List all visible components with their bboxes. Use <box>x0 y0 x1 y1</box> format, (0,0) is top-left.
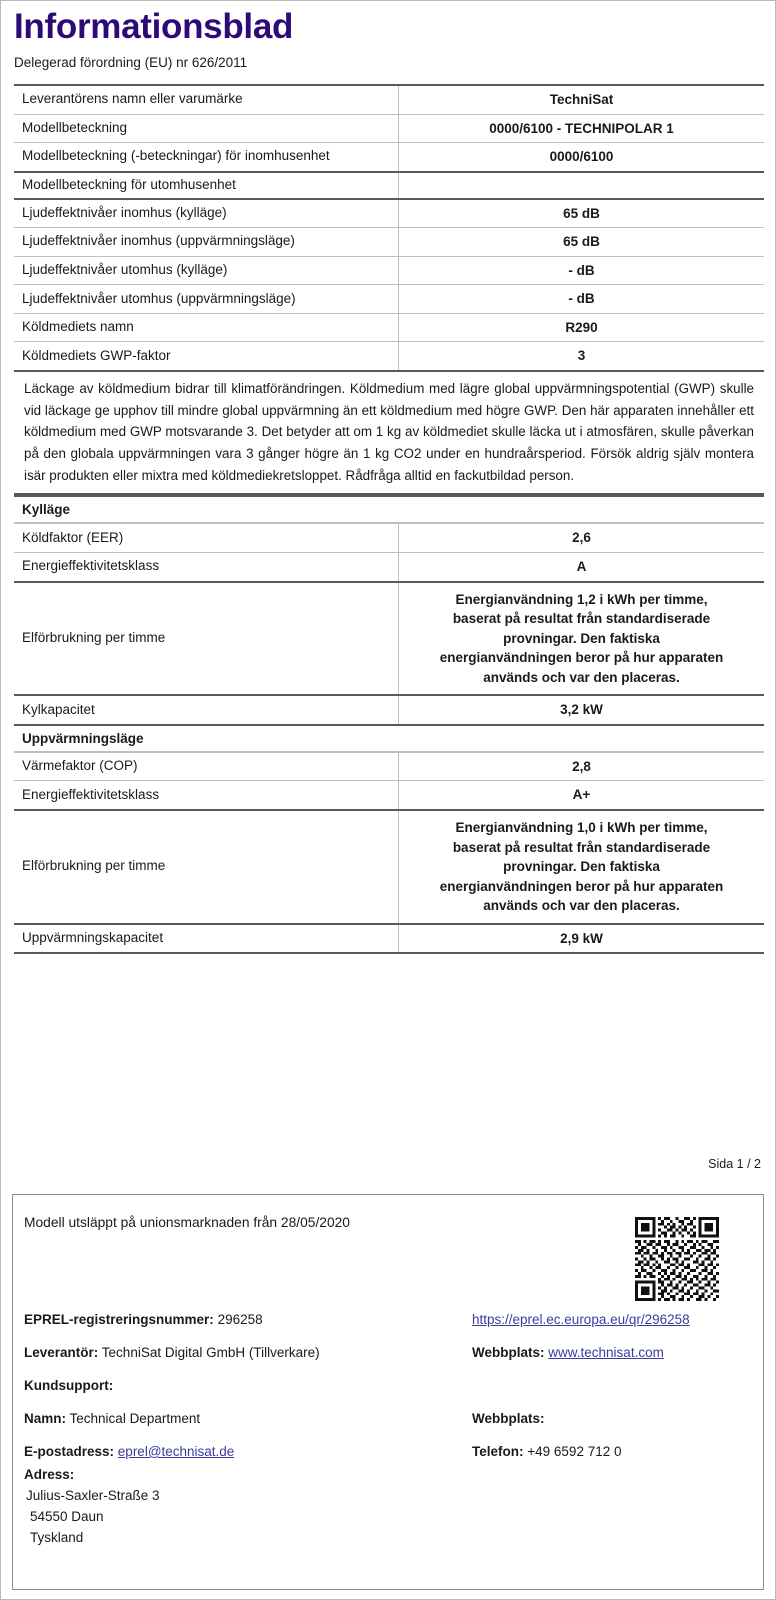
eprel-url-container <box>472 1312 690 1327</box>
row-value: TechniSat <box>549 91 614 107</box>
support-website-label: Webbplats: <box>472 1411 545 1426</box>
row-value: 2,6 <box>572 530 591 546</box>
table-row <box>14 780 764 809</box>
qr-code-svg <box>635 1217 719 1301</box>
contact-row-support <box>13 1378 763 1411</box>
address-line: Tyskland <box>30 1529 84 1545</box>
row-value: Energianvändning 1,2 i kWh per timme, baserat på resultat från standardiserade provningar. Den faktiska energianvändningen beror på hur apparaten används och var den placeras. <box>439 591 724 685</box>
address-line: 54550 Daun <box>30 1508 104 1524</box>
table-row <box>14 198 764 228</box>
row-label: Leverantörens namn eller varumärke <box>14 86 399 114</box>
eprel-value: 296258 <box>217 1312 263 1327</box>
address-block <box>24 1465 160 1549</box>
row-value: 3,2 kW <box>560 702 603 718</box>
website-link[interactable]: www.technisat.com <box>548 1345 664 1360</box>
name-value: Technical Department <box>69 1411 201 1426</box>
row-value: - dB <box>568 262 595 278</box>
row-label: Energieffektivitetsklass <box>14 553 399 581</box>
row-label: Modellbeteckning (-beteckningar) för inomhusenhet <box>14 143 399 171</box>
website-info <box>472 1345 664 1360</box>
table-row <box>14 313 764 342</box>
email-label: E-postadress: <box>24 1444 115 1459</box>
row-value: 0000/6100 <box>549 149 614 165</box>
table-row <box>14 809 764 923</box>
row-value: 2,9 kW <box>560 930 603 946</box>
contact-row-eprel <box>13 1312 763 1345</box>
phone-info <box>472 1444 621 1459</box>
row-label: Köldmediets namn <box>14 314 399 342</box>
table-row <box>14 341 764 370</box>
row-value: 65 dB <box>563 205 600 221</box>
row-label: Elförbrukning per timme <box>14 811 399 923</box>
refrigerant-note: Läckage av köldmedium bidrar till klimatförändringen. Köldmedium med lägre global uppvärmningspotential (GWP) skulle vid läckage ge upphov till mindre global uppvärmning än ett köldmedium med högre GWP. Den här apparaten innehåller ett köldmedium med GWP motsvarande 3. Det betyder att om 1 kg av köldmediet skulle läcka ut i atmosfären, skulle påverkan på den globala uppvärmningen vara 3 gånger högre än 1 kg CO2 under en hundraårsperiod. Försök aldrig själv montera isär produkten eller mixtra med köldmediekretsloppet. Rådfråga alltid en fackutbildad person. <box>14 370 764 496</box>
support-website <box>472 1411 545 1426</box>
table-row <box>14 552 764 581</box>
contact-row-supplier <box>13 1345 763 1378</box>
row-label: Elförbrukning per timme <box>14 583 399 695</box>
contact-name <box>24 1411 200 1426</box>
table-row <box>14 581 764 695</box>
supplier-value: TechniSat Digital GmbH (Tillverkare) <box>101 1345 320 1360</box>
specification-table <box>14 84 764 954</box>
section-header-cooling: Kylläge <box>14 495 764 523</box>
contact-details <box>13 1312 763 1477</box>
website-label: Webbplats: <box>472 1345 545 1360</box>
table-row <box>14 171 764 198</box>
table-row <box>14 84 764 114</box>
eprel-registration <box>24 1312 263 1327</box>
table-row <box>14 752 764 781</box>
row-value: 2,8 <box>572 758 591 774</box>
row-value: - dB <box>568 291 595 307</box>
row-label: Modellbeteckning för utomhusenhet <box>14 173 399 198</box>
row-label: Ljudeffektnivåer utomhus (kylläge) <box>14 257 399 285</box>
page-title: Informationsblad <box>14 7 294 46</box>
support-heading <box>24 1378 113 1393</box>
address-label: Adress: <box>24 1467 75 1482</box>
row-label: Modellbeteckning <box>14 115 399 143</box>
section-header-heating: Uppvärmningsläge <box>14 724 764 752</box>
address-line: Julius-Saxler-Straße 3 <box>26 1487 160 1503</box>
row-value: R290 <box>565 319 598 335</box>
row-label: Uppvärmningskapacitet <box>14 925 399 953</box>
phone-label: Telefon: <box>472 1444 524 1459</box>
row-label: Ljudeffektnivåer utomhus (uppvärmningsläge) <box>14 285 399 313</box>
eprel-url-link[interactable]: https://eprel.ec.europa.eu/qr/296258 <box>472 1312 690 1327</box>
row-value: 3 <box>577 348 586 364</box>
supplier-info <box>24 1345 320 1360</box>
market-release-text: Modell utsläppt på unionsmarknaden från 28/05/2020 <box>24 1215 350 1230</box>
qr-code-icon <box>635 1217 719 1301</box>
table-row <box>14 142 764 171</box>
row-value: A <box>576 558 587 574</box>
row-value: 65 dB <box>563 234 600 250</box>
row-value <box>399 173 764 198</box>
row-value: A+ <box>572 787 591 803</box>
row-value: 0000/6100 - TECHNIPOLAR 1 <box>489 120 674 136</box>
footer-panel <box>12 1194 764 1590</box>
table-row <box>14 256 764 285</box>
name-label: Namn: <box>24 1411 67 1426</box>
phone-value: +49 6592 712 0 <box>527 1444 622 1459</box>
contact-row-name <box>13 1411 763 1444</box>
row-label: Energieffektivitetsklass <box>14 781 399 809</box>
regulation-subtitle: Delegerad förordning (EU) nr 626/2011 <box>14 54 248 70</box>
supplier-label: Leverantör: <box>24 1345 99 1360</box>
table-row <box>14 114 764 143</box>
table-row <box>14 694 764 724</box>
row-label: Ljudeffektnivåer inomhus (kylläge) <box>14 200 399 228</box>
table-row <box>14 523 764 552</box>
row-label: Köldmediets GWP-faktor <box>14 342 399 370</box>
row-value: Energianvändning 1,0 i kWh per timme, baserat på resultat från standardiserade provningar. Den faktiska energianvändningen beror på hur apparaten används och var den placeras. <box>439 820 724 914</box>
email-link[interactable]: eprel@technisat.de <box>117 1444 235 1459</box>
document-header <box>1 1 775 84</box>
row-label: Kylkapacitet <box>14 696 399 724</box>
table-row <box>14 923 764 955</box>
support-label: Kundsupport: <box>24 1378 114 1393</box>
row-label: Köldfaktor (EER) <box>14 524 399 552</box>
row-label: Ljudeffektnivåer inomhus (uppvärmningsläge) <box>14 228 399 256</box>
email-info <box>24 1444 234 1459</box>
page-number: Sida 1 / 2 <box>708 1157 761 1171</box>
table-row <box>14 227 764 256</box>
eprel-label: EPREL-registreringsnummer: <box>24 1312 214 1327</box>
row-label: Värmefaktor (COP) <box>14 753 399 781</box>
table-row <box>14 284 764 313</box>
